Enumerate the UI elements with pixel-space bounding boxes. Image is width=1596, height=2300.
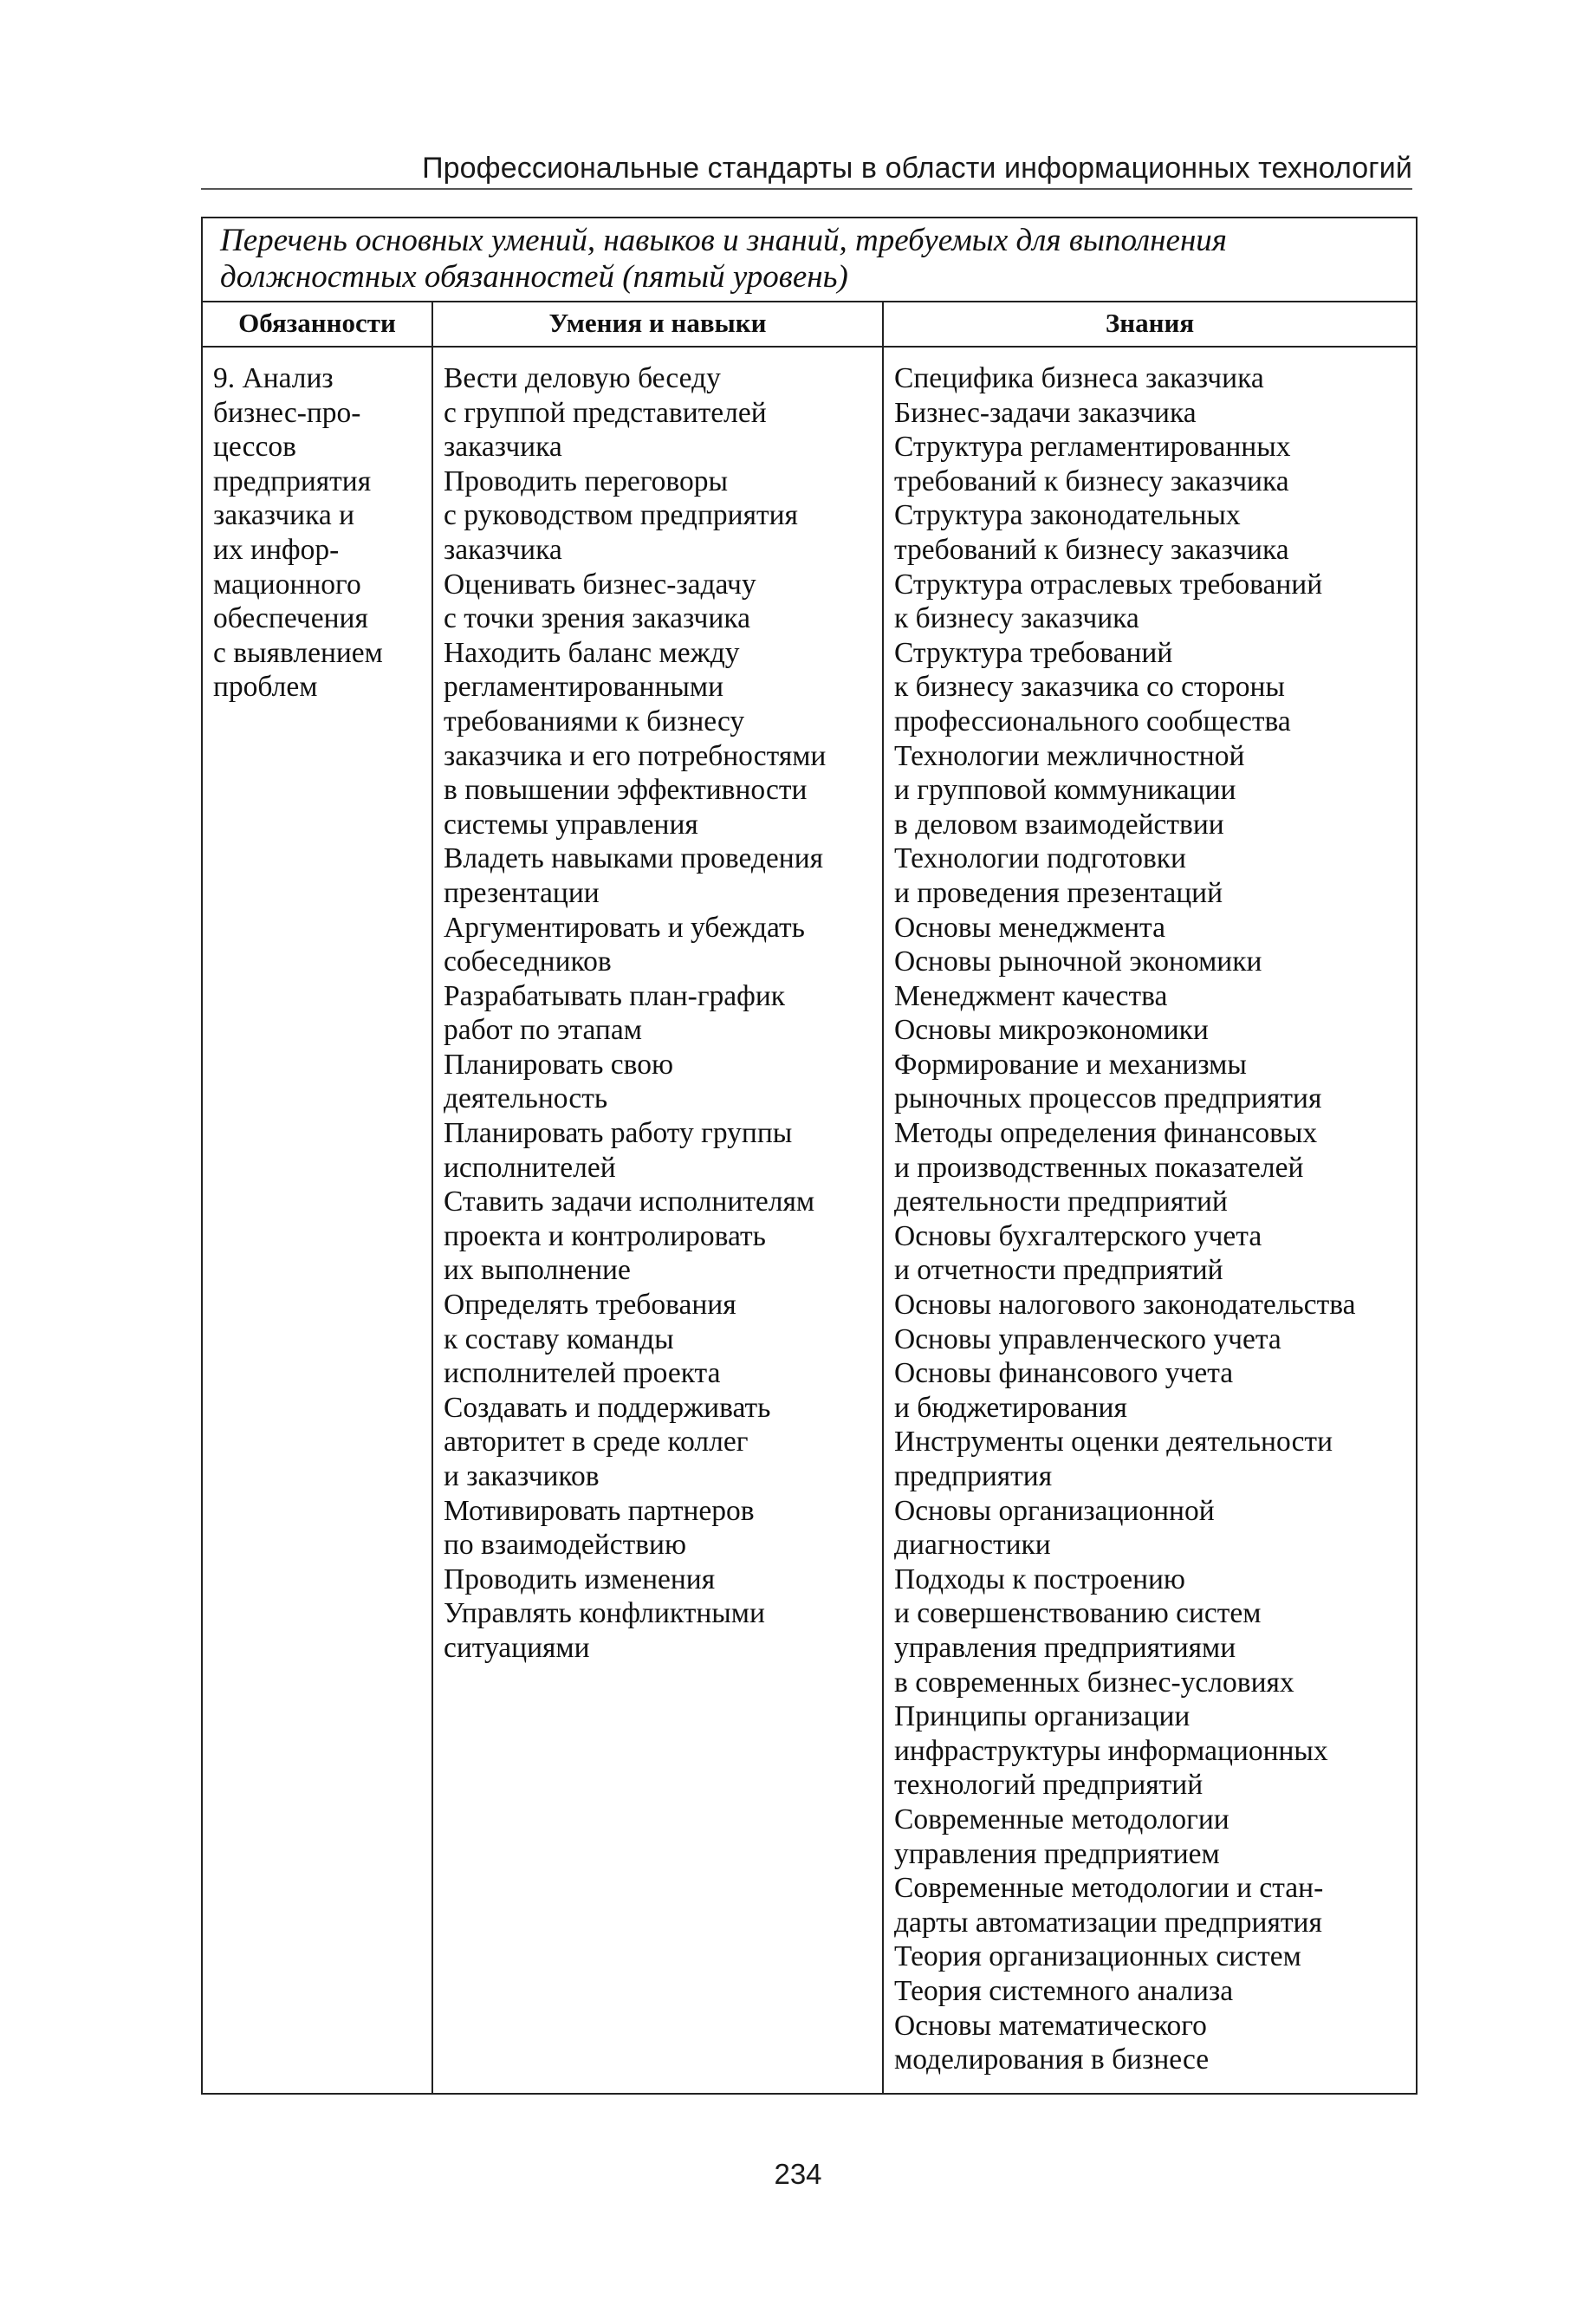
knowledge-line: Структура законодательных (894, 499, 1241, 532)
column-header-duties: Обязанности (202, 302, 432, 347)
knowledge-line: и производственных показателей (894, 1151, 1304, 1184)
knowledge-line: Основы менеджмента (894, 911, 1165, 944)
knowledge-line: управления предприятиями (894, 1631, 1236, 1664)
running-header: Профессиональные стандарты в области информационных технологий (422, 152, 1412, 185)
skill-line: требованиями к бизнесу (444, 705, 745, 737)
skill-line: Планировать свою (444, 1048, 674, 1081)
knowledge-line: профессионального сообщества (894, 705, 1291, 737)
skill-line: Вести деловую беседу (444, 362, 721, 394)
skill-line: в повышении эффективности (444, 774, 808, 807)
knowledge-line: Технологии межличностной (894, 739, 1245, 772)
knowledge-line: диагностики (894, 1529, 1051, 1562)
duty-line: заказчика и (213, 499, 355, 532)
duty-line: мационного (213, 568, 361, 601)
knowledge-cell (883, 347, 1417, 2094)
skill-line: и заказчиков (444, 1460, 600, 1492)
knowledge-line: рыночных процессов предприятия (894, 1082, 1322, 1115)
knowledge-line: Основы налогового законодательства (894, 1289, 1356, 1322)
skill-line: Владеть навыками проведения (444, 842, 824, 875)
knowledge-line: дарты автоматизации предприятия (894, 1906, 1322, 1939)
column-header-knowledge: Знания (883, 302, 1417, 347)
skill-line: по взаимодействию (444, 1529, 687, 1562)
skill-line: деятельность (444, 1082, 608, 1115)
skill-line: презентации (444, 876, 600, 909)
knowledge-line: управления предприятием (894, 1837, 1220, 1870)
skill-line: Аргументировать и убеждать (444, 911, 805, 944)
competency-table (201, 217, 1418, 2095)
page-number: 234 (774, 2158, 822, 2190)
knowledge-line: Специфика бизнеса заказчика (894, 362, 1264, 394)
knowledge-line: Формирование и механизмы (894, 1048, 1247, 1081)
knowledge-line: технологий предприятий (894, 1769, 1203, 1802)
duty-line: 9. Анализ (213, 362, 334, 394)
skill-line: Ставить задачи исполнителям (444, 1186, 815, 1218)
knowledge-line: инфраструктуры информационных (894, 1734, 1328, 1767)
knowledge-line: к бизнесу заказчика со стороны (894, 671, 1285, 704)
skill-line: с руководством предприятия (444, 499, 798, 532)
knowledge-line: деятельности предприятий (894, 1186, 1228, 1218)
caption-line: должностных обязанностей (пятый уровень) (220, 259, 848, 295)
knowledge-line: моделирования в бизнесе (894, 2043, 1210, 2076)
knowledge-line: в современных бизнес-условиях (894, 1666, 1294, 1699)
skill-line: работ по этапам (444, 1014, 642, 1047)
duty-line: проблем (213, 671, 318, 704)
knowledge-line: Основы финансового учета (894, 1357, 1234, 1390)
skill-line: авторитет в среде коллег (444, 1426, 749, 1459)
knowledge-line: и групповой коммуникации (894, 774, 1236, 807)
knowledge-line: и бюджетирования (894, 1391, 1127, 1424)
duty-line: цессов (213, 431, 296, 464)
knowledge-line: Основы бухгалтерского учета (894, 1219, 1262, 1252)
knowledge-line: требований к бизнесу заказчика (894, 465, 1289, 497)
knowledge-line: Принципы организации (894, 1700, 1191, 1733)
knowledge-line: Современные методологии и стан- (894, 1872, 1324, 1905)
caption-line: Перечень основных умений, навыков и знаний, требуемых для выполнения (220, 223, 1227, 258)
skill-line: заказчика (444, 431, 562, 464)
knowledge-line: Основы микроэкономики (894, 1014, 1209, 1047)
skill-line: Проводить переговоры (444, 465, 728, 497)
knowledge-line: Технологии подготовки (894, 842, 1186, 875)
knowledge-line: Бизнес-задачи заказчика (894, 396, 1197, 429)
skill-line: исполнителей проекта (444, 1357, 721, 1390)
skills-cell (432, 347, 883, 2094)
duty-line: с выявлением (213, 636, 383, 669)
column-header-skills: Умения и навыки (432, 302, 883, 347)
knowledge-line: Основы математического (894, 2009, 1207, 2042)
skill-line: их выполнение (444, 1254, 631, 1287)
skill-line: Оценивать бизнес-задачу (444, 568, 756, 601)
knowledge-line: Менеджмент качества (894, 979, 1168, 1012)
knowledge-line: и отчетности предприятий (894, 1254, 1223, 1287)
knowledge-line: Структура требований (894, 636, 1173, 669)
duty-line: их инфор- (213, 533, 340, 566)
table-caption (202, 218, 1417, 302)
knowledge-line: Основы рыночной экономики (894, 945, 1262, 978)
knowledge-line: Теория системного анализа (894, 1974, 1234, 2007)
skill-line: Планировать работу группы (444, 1117, 793, 1150)
duty-line: предприятия (213, 465, 372, 497)
skill-line: собеседников (444, 945, 612, 978)
skill-line: с точки зрения заказчика (444, 602, 750, 635)
skill-line: Управлять конфликтными (444, 1597, 765, 1630)
skill-line: Создавать и поддерживать (444, 1391, 771, 1424)
knowledge-line: Основы организационной (894, 1494, 1215, 1527)
duties-cell (202, 347, 432, 2094)
skill-line: регламентированными (444, 671, 724, 704)
knowledge-line: и совершенствованию систем (894, 1597, 1262, 1630)
skill-line: заказчика (444, 533, 562, 566)
knowledge-line: Структура регламентированных (894, 431, 1291, 464)
knowledge-line: Теория организационных систем (894, 1940, 1301, 1973)
skill-line: исполнителей (444, 1151, 616, 1184)
knowledge-line: предприятия (894, 1460, 1053, 1492)
skill-line: Мотивировать партнеров (444, 1494, 755, 1527)
knowledge-line: и проведения презентаций (894, 876, 1223, 909)
knowledge-line: Структура отраслевых требований (894, 568, 1323, 601)
skill-line: Находить баланс между (444, 636, 740, 669)
knowledge-line: требований к бизнесу заказчика (894, 533, 1289, 566)
skill-line: ситуациями (444, 1631, 590, 1664)
skill-line: Проводить изменения (444, 1563, 716, 1595)
duty-line: обеспечения (213, 602, 368, 635)
knowledge-line: в деловом взаимодействии (894, 808, 1224, 841)
skill-line: Разрабатывать план-график (444, 979, 786, 1012)
knowledge-line: Подходы к построению (894, 1563, 1185, 1595)
skill-line: к составу команды (444, 1322, 674, 1355)
duty-line: бизнес-про- (213, 396, 361, 429)
skill-line: проекта и контролировать (444, 1219, 766, 1252)
header-rule (201, 188, 1412, 190)
skill-line: Определять требования (444, 1289, 736, 1322)
skill-line: с группой представителей (444, 396, 767, 429)
knowledge-line: Основы управленческого учета (894, 1322, 1281, 1355)
knowledge-line: Методы определения финансовых (894, 1117, 1318, 1150)
knowledge-line: Современные методологии (894, 1803, 1229, 1835)
skill-line: системы управления (444, 808, 698, 841)
skill-line: заказчика и его потребностями (444, 739, 827, 772)
knowledge-line: Инструменты оценки деятельности (894, 1426, 1333, 1459)
knowledge-line: к бизнесу заказчика (894, 602, 1139, 635)
